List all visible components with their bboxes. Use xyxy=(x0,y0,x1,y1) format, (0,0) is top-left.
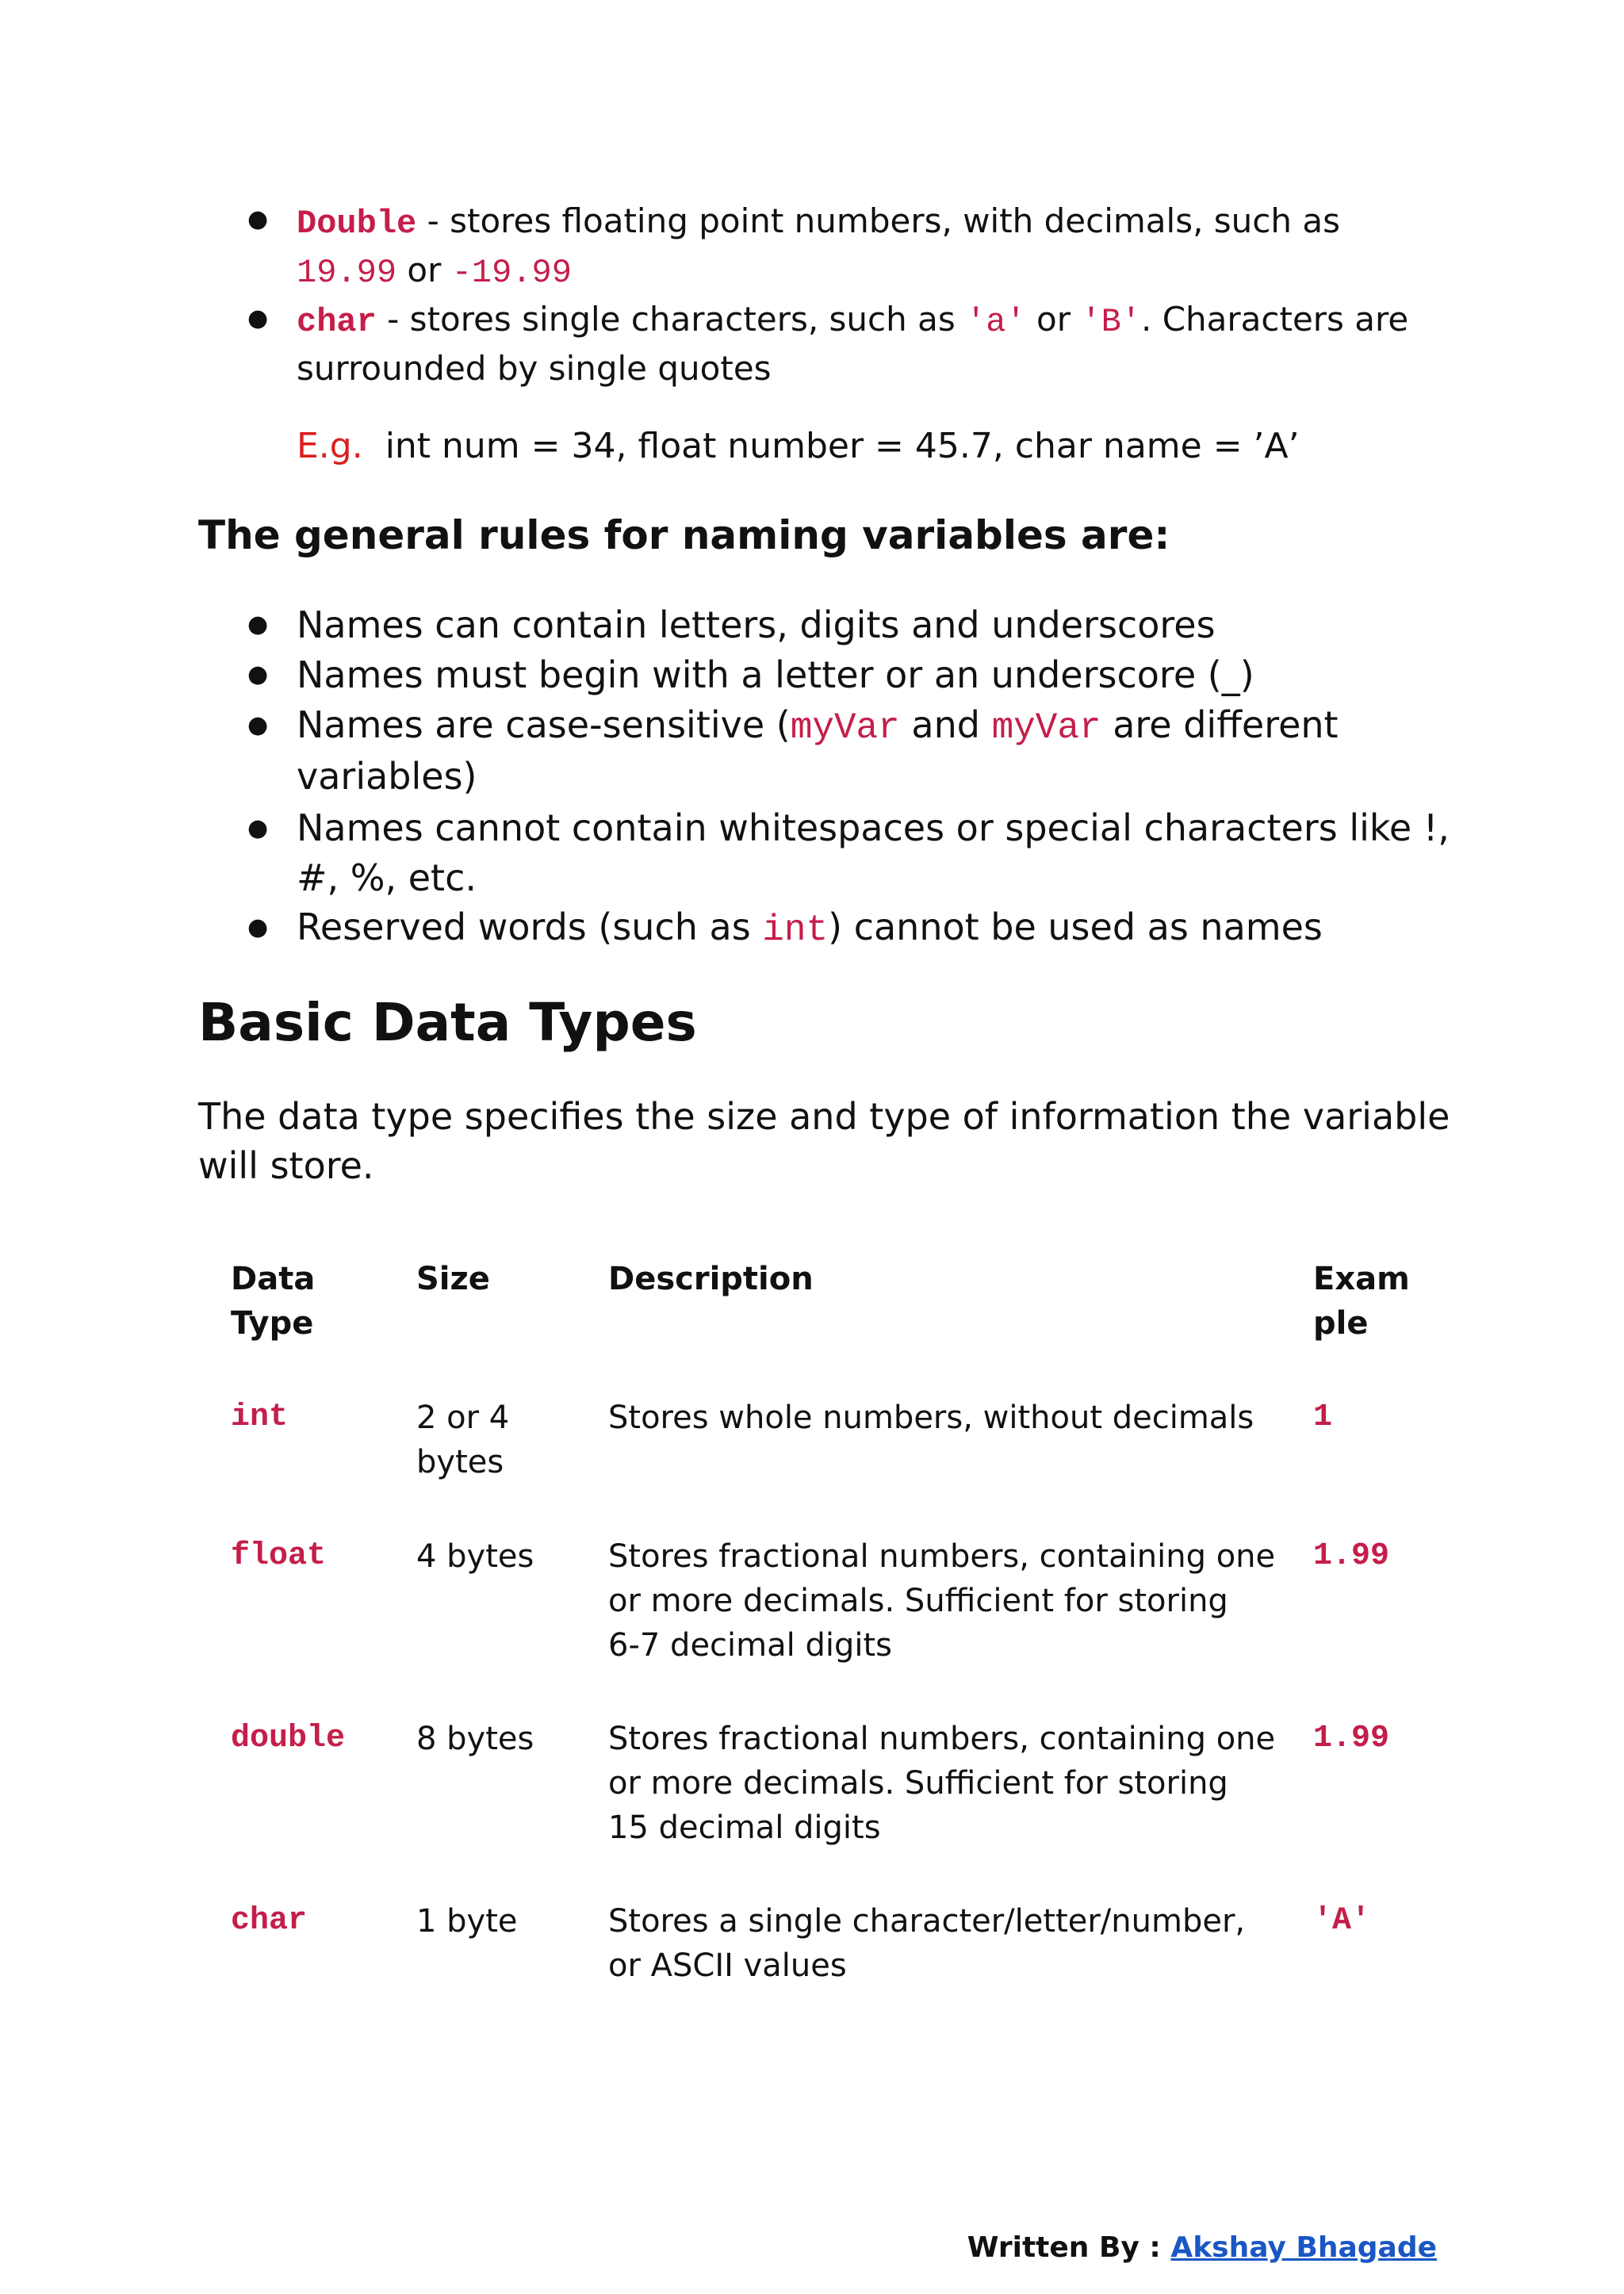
row-double-desc-line3: 15 decimal digits xyxy=(608,1810,881,1846)
header-example-line2: ple xyxy=(1313,1305,1369,1342)
rule-1: Names can contain letters, digits and underscores xyxy=(297,603,1216,646)
section-title: Basic Data Types xyxy=(198,992,697,1053)
bullet-dot: ● xyxy=(247,913,269,941)
rule-5 xyxy=(297,902,1323,955)
rule-4-line1: Names cannot contain whitespaces or special characters like !, xyxy=(297,806,1450,849)
row-float-desc-line2: or more decimals. Sufficient for storing xyxy=(608,1583,1228,1619)
row-int-description: Stores whole numbers, without decimals xyxy=(608,1400,1254,1436)
rule-3-code-1: myVar xyxy=(790,707,900,749)
footer-label: Written By : xyxy=(967,2231,1171,2264)
double-or: or xyxy=(396,251,452,289)
author-link[interactable]: Akshay Bhagade xyxy=(1170,2231,1437,2264)
bullet-dot: ● xyxy=(247,814,269,842)
row-double-desc-line2: or more decimals. Sufficient for storing xyxy=(608,1765,1228,1802)
rule-3-line2: variables) xyxy=(297,755,477,798)
rules-heading: The general rules for naming variables are: xyxy=(198,512,1170,558)
row-float-desc-line3: 6-7 decimal digits xyxy=(608,1627,892,1664)
header-data-type xyxy=(231,1257,315,1346)
bullet-dot: ● xyxy=(247,661,269,688)
header-data-type-line1: Data xyxy=(231,1261,316,1297)
row-int-size xyxy=(416,1396,509,1484)
row-double-example: 1.99 xyxy=(1313,1721,1390,1756)
footer-credit xyxy=(967,2228,1437,2268)
bullet-dot: ● xyxy=(247,205,269,233)
rule-5-code: int xyxy=(762,910,829,951)
intro-paragraph: The data type specifies the size and type of information the variable will store. xyxy=(198,1095,1450,1187)
double-bullet-line1 xyxy=(297,197,1340,248)
row-char-size: 1 byte xyxy=(416,1903,518,1940)
row-float-size: 4 bytes xyxy=(416,1538,534,1575)
bullet-dot: ● xyxy=(247,304,269,332)
example-label: E.g. xyxy=(297,426,363,466)
row-int-size-line1: 2 or 4 xyxy=(416,1400,510,1436)
row-int-example: 1 xyxy=(1313,1400,1333,1435)
rule-3-code-2: myVar xyxy=(991,707,1101,749)
row-char-description xyxy=(608,1899,1245,1988)
char-description-end: . Characters are xyxy=(1141,300,1409,339)
double-description: - stores floating point numbers, with decimals, such as xyxy=(416,201,1340,240)
row-char-desc-line2: or ASCII values xyxy=(608,1947,847,1984)
char-keyword: char xyxy=(297,303,377,341)
row-int-size-line2: bytes xyxy=(416,1444,504,1480)
char-or: or xyxy=(1025,300,1082,339)
bullet-dot: ● xyxy=(247,611,269,638)
row-char-example: 'A' xyxy=(1313,1903,1371,1939)
row-char-type: char xyxy=(231,1903,308,1939)
example-line xyxy=(297,422,1300,471)
double-bullet-line2 xyxy=(297,246,572,297)
char-example-2: 'B' xyxy=(1081,303,1141,341)
row-float-type: float xyxy=(231,1538,327,1574)
example-text: int num = 34, float number = 45.7, char name = ’A’ xyxy=(385,426,1300,466)
row-int-type: int xyxy=(231,1400,289,1435)
rule-5-text-end: ) cannot be used as names xyxy=(828,906,1323,948)
row-char-desc-line1: Stores a single character/letter/number, xyxy=(608,1903,1246,1940)
header-size: Size xyxy=(416,1261,490,1297)
header-description: Description xyxy=(608,1261,814,1297)
rule-2: Names must begin with a letter or an underscore (_) xyxy=(297,653,1254,696)
header-example-line1: Exam xyxy=(1313,1261,1410,1297)
row-double-desc-line1: Stores fractional numbers, containing one xyxy=(608,1721,1276,1757)
double-keyword: Double xyxy=(297,205,417,243)
rule-4-line2: #, %, etc. xyxy=(297,856,477,899)
rule-3-line1 xyxy=(297,700,1339,753)
char-example-1: 'a' xyxy=(966,303,1026,341)
row-double-type: double xyxy=(231,1721,346,1756)
row-float-example: 1.99 xyxy=(1313,1538,1390,1574)
rule-3-text: Names are case-sensitive ( xyxy=(297,703,791,746)
char-bullet-line2: surrounded by single quotes xyxy=(297,349,772,388)
char-bullet-line1 xyxy=(297,295,1408,347)
row-double-size: 8 bytes xyxy=(416,1721,534,1757)
row-float-description xyxy=(608,1534,1275,1668)
header-data-type-line2: Type xyxy=(231,1305,314,1342)
char-description: - stores single characters, such as xyxy=(376,300,967,339)
row-float-desc-line1: Stores fractional numbers, containing one xyxy=(608,1538,1276,1575)
bullet-dot: ● xyxy=(247,711,269,739)
rule-3-and: and xyxy=(899,703,992,746)
double-example-1: 19.99 xyxy=(297,254,397,292)
double-example-2: -19.99 xyxy=(451,254,572,292)
rule-5-text: Reserved words (such as xyxy=(297,906,763,948)
rule-3-text-end: are different xyxy=(1101,703,1339,746)
row-double-description xyxy=(608,1717,1275,1850)
header-example xyxy=(1313,1257,1410,1346)
